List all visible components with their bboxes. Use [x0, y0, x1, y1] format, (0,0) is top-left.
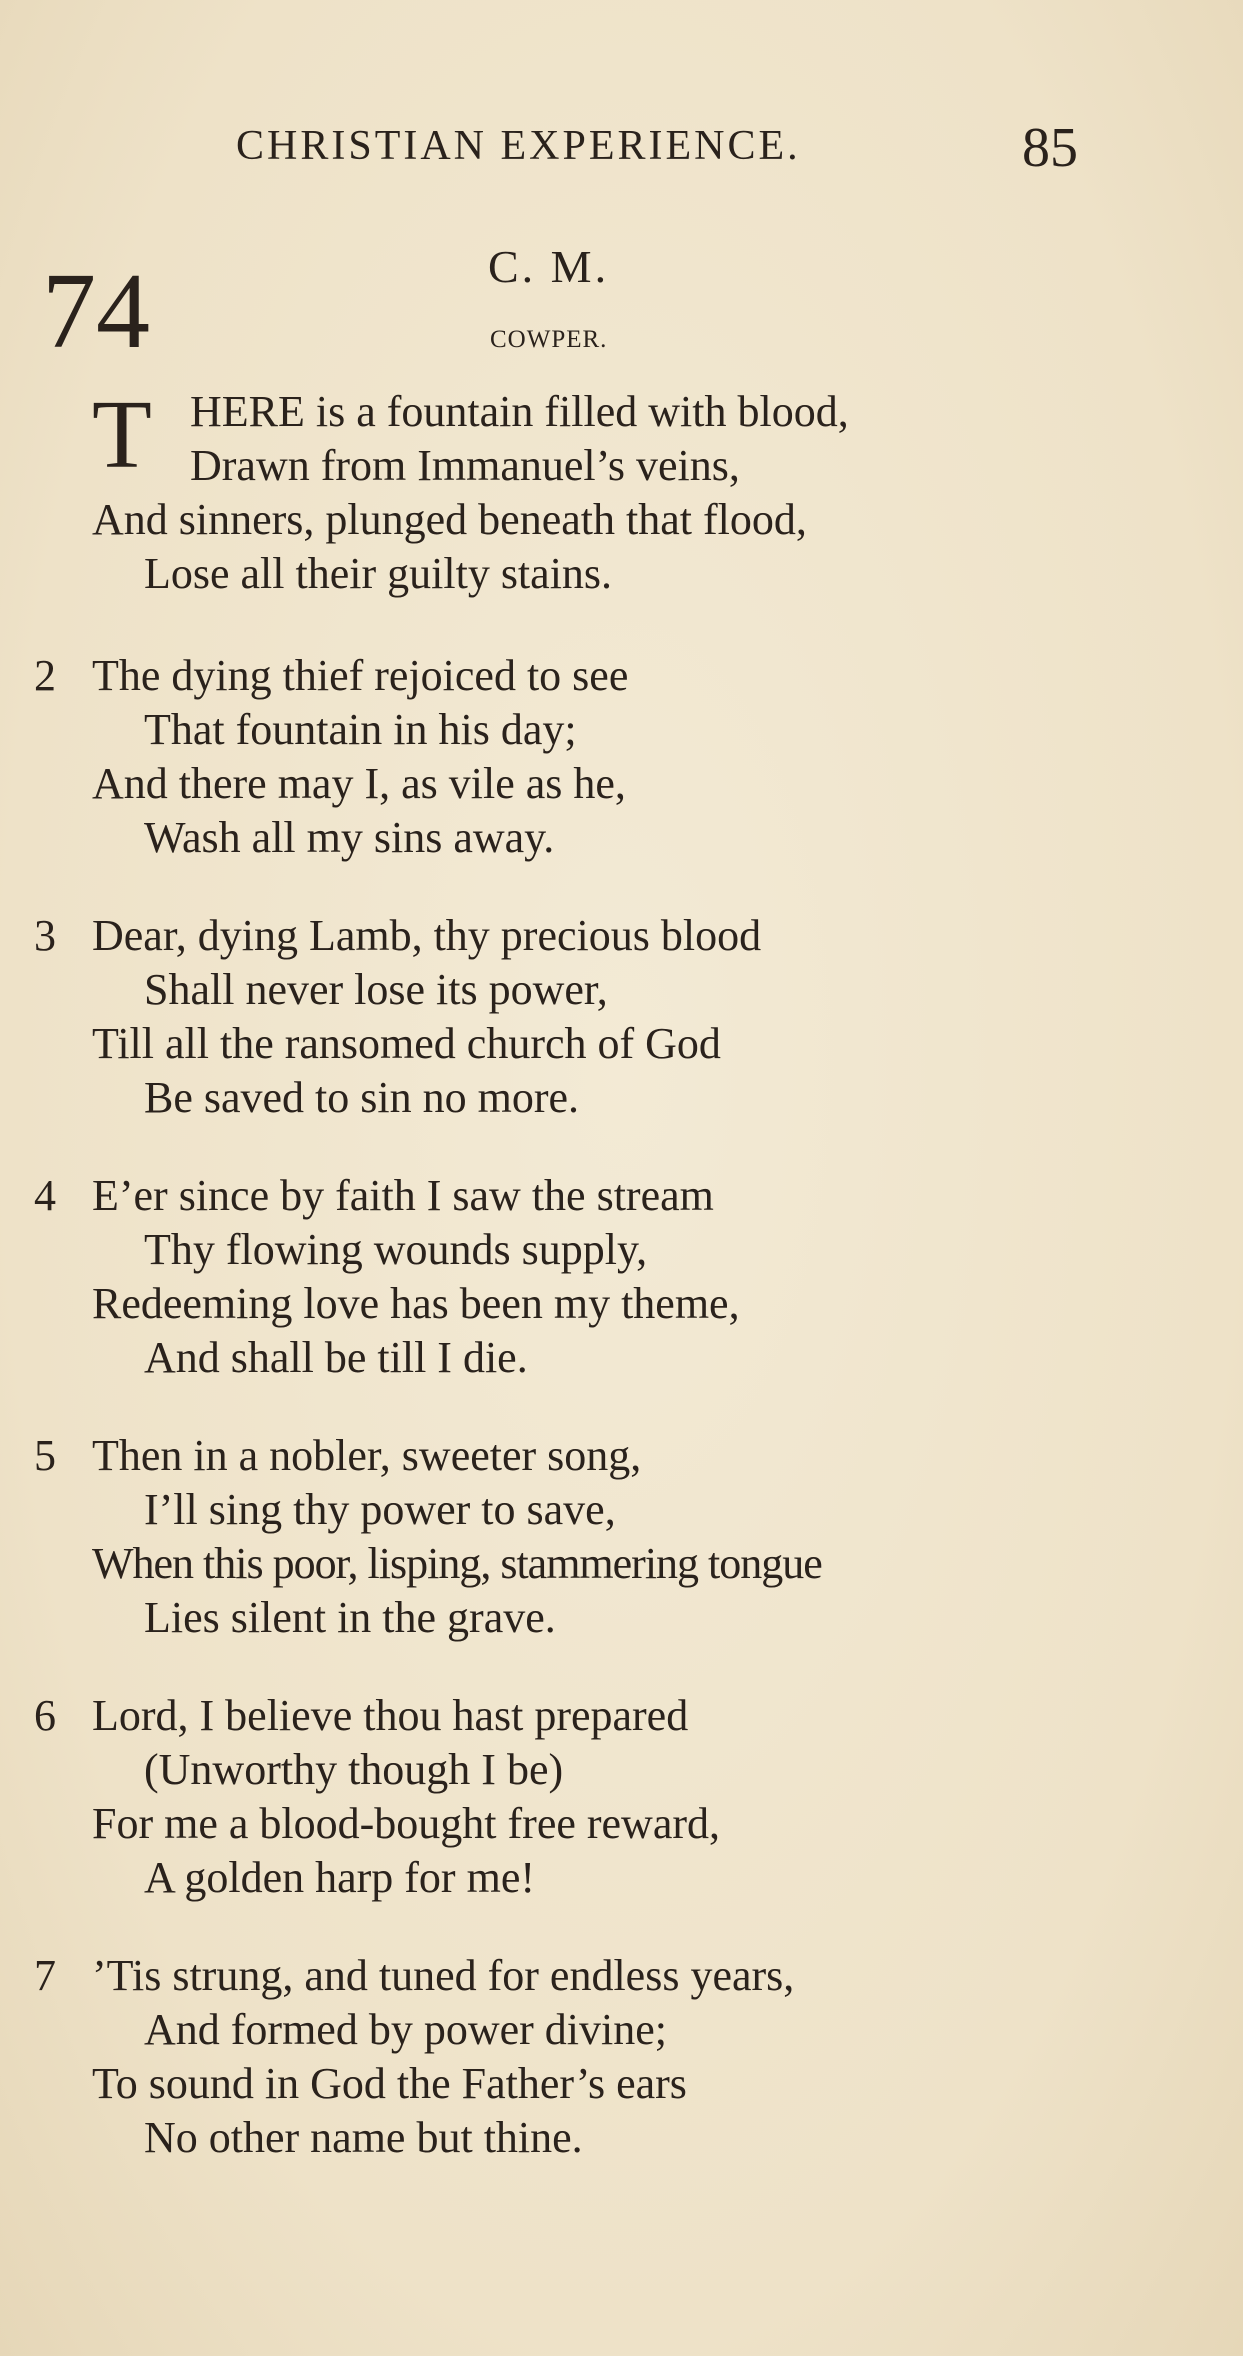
hymn-number: 74	[42, 252, 150, 371]
running-head: CHRISTIAN EXPERIENCE.	[236, 123, 801, 169]
verse-7-line-1: ’Tis strung, and tuned for endless years,	[92, 1951, 795, 2000]
verse-4-line-1: E’er since by faith I saw the stream	[92, 1171, 714, 1220]
hymn-author: COWPER.	[490, 326, 608, 353]
verse-1-line-2: Drawn from Immanuel’s veins,	[190, 441, 740, 490]
hymn-meter: C. M.	[488, 241, 610, 292]
verse-6-line-2: (Unworthy though I be)	[144, 1745, 564, 1794]
verse-number: 3	[34, 911, 56, 960]
drop-cap: T	[92, 381, 152, 489]
verse-4-line-2: Thy flowing wounds supply,	[144, 1225, 648, 1274]
page-number: 85	[1022, 117, 1078, 179]
verse-number: 5	[34, 1431, 56, 1480]
verse-2-line-4: Wash all my sins away.	[144, 813, 555, 862]
verse-3-line-4: Be saved to sin no more.	[144, 1073, 580, 1122]
verse-7-line-4: No other name but thine.	[144, 2113, 583, 2162]
verse-6-line-4: A golden harp for me!	[144, 1853, 535, 1902]
verse-2-line-2: That fountain in his day;	[144, 705, 577, 754]
verse-3-line-3: Till all the ransomed church of God	[92, 1019, 721, 1068]
verse-1-line-4: Lose all their guilty stains.	[144, 549, 613, 598]
verse-5-line-1: Then in a nobler, sweeter song,	[92, 1431, 642, 1480]
verse-6-line-3: For me a blood-bought free reward,	[92, 1799, 721, 1848]
verse-3-line-2: Shall never lose its power,	[144, 965, 608, 1014]
verse-1-line-3: And sinners, plunged beneath that flood,	[92, 495, 807, 544]
verse-2-line-1: The dying thief rejoiced to see	[92, 651, 629, 700]
verse-5-line-4: Lies silent in the grave.	[144, 1593, 556, 1642]
verse-2-line-3: And there may I, as vile as he,	[92, 759, 626, 808]
verse-number: 6	[34, 1691, 56, 1740]
verse-5-line-2: I’ll sing thy power to save,	[144, 1485, 616, 1534]
verse-6-line-1: Lord, I believe thou hast prepared	[92, 1691, 689, 1740]
verse-number: 7	[34, 1951, 56, 2000]
verse-4-line-3: Redeeming love has been my theme,	[92, 1279, 740, 1328]
verse-4-line-4: And shall be till I die.	[144, 1333, 528, 1382]
verse-number: 2	[34, 651, 56, 700]
verse-7-line-3: To sound in God the Father’s ears	[92, 2059, 687, 2108]
verse-7-line-2: And formed by power divine;	[144, 2005, 667, 2054]
verse-number: 4	[34, 1171, 56, 1220]
verse-1-line-1: HERE is a fountain filled with blood,	[190, 387, 849, 436]
verse-5-line-3: When this poor, lisping, stammering tongue	[92, 1539, 822, 1588]
verse-3-line-1: Dear, dying Lamb, thy precious blood	[92, 911, 762, 960]
